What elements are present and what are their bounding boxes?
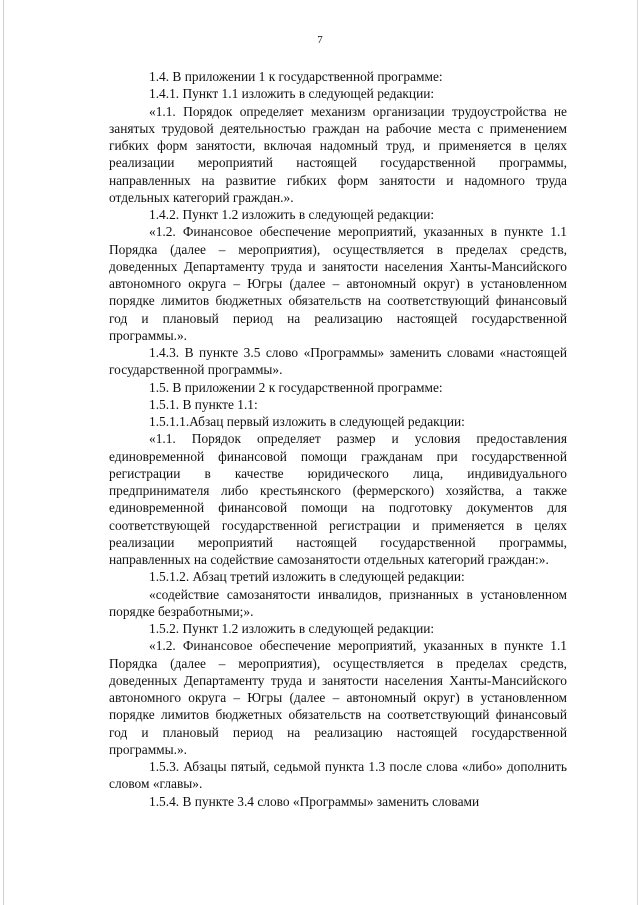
- paragraph-quote-1-1-employment: «1.1. Порядок определяет механизм организации трудоустройства не занятых трудовой деятельностью граждан на рабочие места с применением гибких форм занятости, включая надомный труд, и применяется в целях реализации мероприятий настоящей государственной программы, направленных на развитие гибких форм занятости и надомного труда отдельных категорий граждан.».: [109, 103, 567, 205]
- paragraph-1-5-1-1: 1.5.1.1.Абзац первый изложить в следующей редакции:: [149, 414, 465, 429]
- scan-edge-right: [637, 0, 638, 905]
- paragraph-1-4: 1.4. В приложении 1 к государственной программе:: [149, 69, 443, 84]
- paragraph-1-5-4: 1.5.4. В пункте 3.4 слово «Программы» заменить словами: [149, 793, 480, 809]
- paragraph-quote-self-employment: «содействие самозанятости инвалидов, признанных в установленном порядке безработными;».: [109, 586, 567, 619]
- paragraph-1-4-3: 1.4.3. В пункте 3.5 слово «Программы» заменить словами «настоящей государственной программы».: [109, 345, 567, 378]
- paragraph-quote-1-2-financing: «1.2. Финансовое обеспечение мероприятий, указанных в пункте 1.1 Порядка (далее – мероприятия), осуществляется в пределах средств, доведенных Департаменту труда и занятости населения Ханты-Мансийского автономного округа – Югры (далее – автономный округ) в установленном порядке лимитов бюджетных обязательств на соответствующий финансовый год и плановый период на реализацию настоящей государственной программы.».: [109, 224, 567, 343]
- paragraph-quote-1-1-assistance: «1.1. Порядок определяет размер и условия предоставления единовременной финансовой помощи гражданам при государственной регистрации в качестве юридического лица, индивидуального предпринимателя либо крестьянского (фермерского) хозяйства, а также единовременной финансовой помощи на подготовку документов для соответствующей государственной регистрации и применяется в целях реализации мероприятий настоящей государственной программы, направленных на содействие самозанятости отдельных категорий граждан:».: [109, 431, 567, 567]
- page-number: 7: [317, 34, 323, 46]
- paragraph-quote-1-2-financing-2: «1.2. Финансовое обеспечение мероприятий, указанных в пункте 1.1 Порядка (далее – мероприятия), осуществляется в пределах средств, доведенных Департаменту труда и занятости населения Ханты-Мансийского автономного округа – Югры (далее – автономный округ) в установленном порядке лимитов бюджетных обязательств на соответствующий финансовый год и плановый период на реализацию настоящей государственной программы.».: [109, 638, 567, 757]
- paragraph-1-5-2: 1.5.2. Пункт 1.2 изложить в следующей редакции:: [149, 621, 435, 636]
- paragraph-1-5: 1.5. В приложении 2 к государственной программе:: [149, 379, 443, 395]
- paragraph-1-4-1: 1.4.1. Пункт 1.1 изложить в следующей редакции:: [149, 86, 435, 102]
- paragraph-1-4-2: 1.4.2. Пункт 1.2 изложить в следующей редакции:: [149, 207, 435, 222]
- paragraph-1-5-1: 1.5.1. В пункте 1.1:: [149, 396, 258, 412]
- paragraph-1-5-1-2: 1.5.1.2. Абзац третий изложить в следующей редакции:: [149, 569, 465, 585]
- scan-edge-left: [3, 0, 4, 905]
- paragraph-1-5-3: 1.5.3. Абзацы пятый, седьмой пункта 1.3 после слова «либо» дополнить словом «главы».: [109, 759, 567, 792]
- document-body: [109, 68, 567, 810]
